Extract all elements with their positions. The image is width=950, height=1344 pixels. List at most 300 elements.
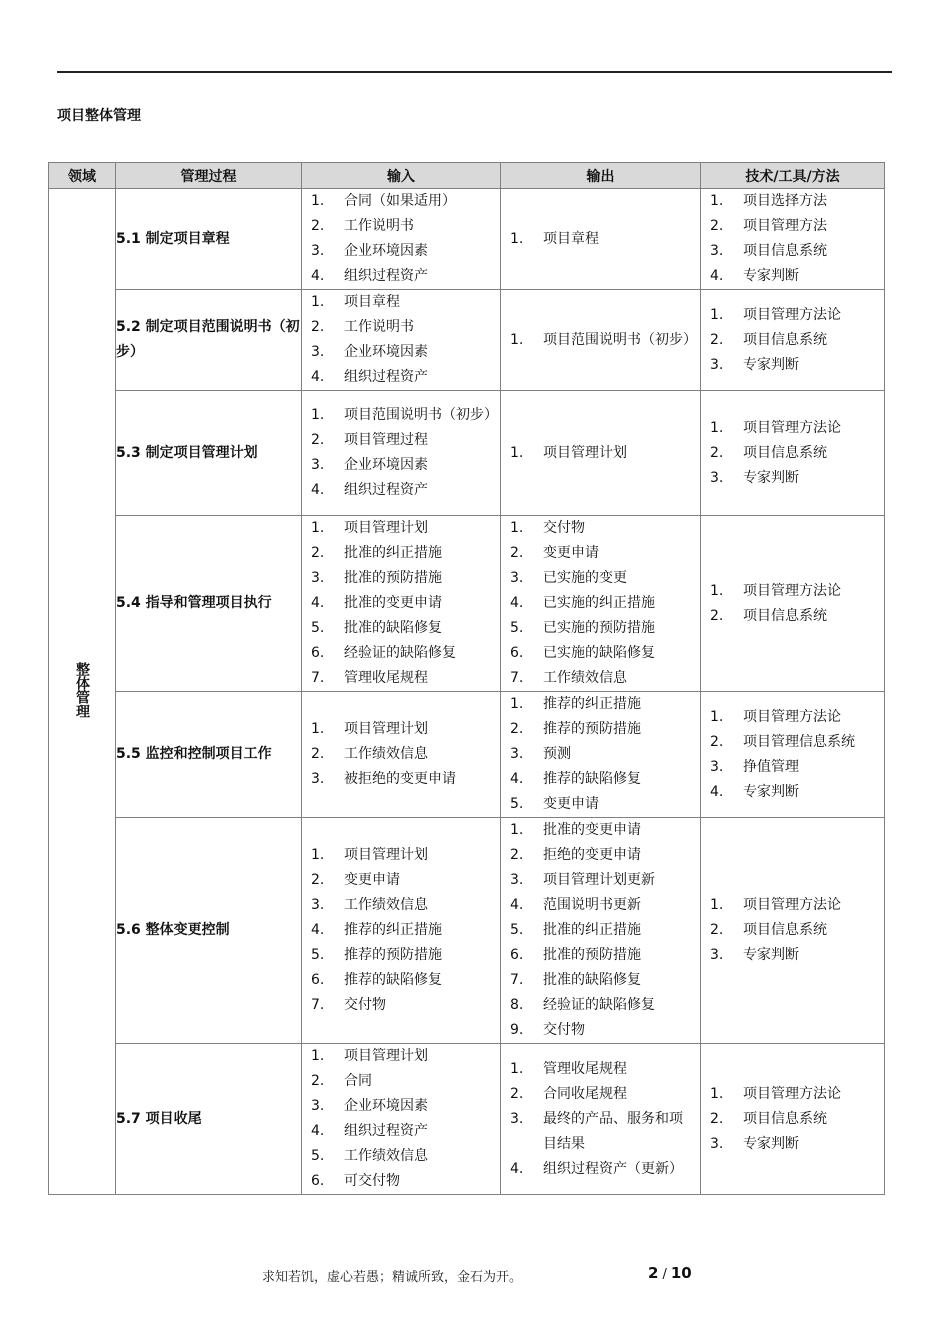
item-number: 1. (710, 193, 724, 209)
item-number: 6. (311, 972, 325, 988)
item-text: 变更申请 (543, 545, 599, 561)
table-row (49, 1044, 885, 1195)
list-item (311, 264, 494, 289)
item-text: 推荐的纠正措施 (543, 696, 641, 712)
list-item (311, 365, 494, 390)
tools-cell (701, 692, 885, 818)
item-text: 工作绩效信息 (543, 670, 627, 686)
list-item (311, 993, 494, 1018)
item-number: 4. (510, 897, 524, 913)
item-number: 1. (510, 1060, 524, 1077)
header-tools: 技术/工具/方法 (701, 163, 885, 189)
table-row (49, 290, 885, 391)
item-number: 1. (510, 822, 524, 838)
list-item (710, 416, 878, 441)
item-text: 项目范围说明书（初步） (344, 407, 498, 423)
item-number: 4. (510, 595, 524, 611)
item-text: 合同 (344, 1073, 372, 1089)
inputs-list (302, 843, 500, 1018)
list-item (510, 566, 694, 591)
list-item (311, 453, 494, 478)
item-text: 交付物 (543, 520, 585, 536)
item-text: 项目管理计划 (344, 847, 428, 863)
list-item (710, 1132, 878, 1157)
item-number: 7. (311, 997, 325, 1013)
list-item (710, 705, 878, 730)
item-text: 批准的纠正措施 (344, 545, 442, 561)
list-item (311, 893, 494, 918)
list-item (710, 918, 878, 943)
list-item (510, 666, 694, 691)
item-number: 2. (311, 545, 325, 561)
section-title: 项目整体管理 (57, 108, 141, 124)
item-number: 5. (311, 947, 325, 963)
list-item (710, 328, 878, 353)
item-text: 项目管理方法论 (743, 708, 841, 725)
list-item (710, 755, 878, 780)
item-text: 批准的预防措施 (543, 947, 641, 963)
list-item (311, 1119, 494, 1144)
list-item (710, 466, 878, 491)
domain-label: 整体管理 (74, 661, 90, 718)
list-item (710, 239, 878, 264)
list-item (710, 579, 878, 604)
item-text: 批准的纠正措施 (543, 922, 641, 938)
process-cell: 5.5 监控和控制项目工作 (116, 692, 302, 818)
list-item (510, 742, 694, 767)
item-text: 工作说明书 (344, 319, 414, 335)
item-number: 1. (710, 419, 724, 436)
item-number: 3. (510, 570, 524, 586)
item-text: 批准的变更申请 (344, 595, 442, 611)
item-text: 推荐的纠正措施 (344, 922, 442, 938)
tools-cell (701, 391, 885, 516)
item-number: 2. (710, 607, 724, 624)
item-number: 3. (710, 469, 724, 486)
item-number: 2. (510, 847, 524, 863)
item-number: 1. (510, 331, 524, 348)
tools-cell (701, 516, 885, 692)
item-number: 6. (311, 645, 325, 661)
item-text: 组织过程资产 (344, 482, 428, 498)
item-number: 5. (510, 922, 524, 938)
item-number: 5. (510, 620, 524, 636)
item-number: 4. (311, 1123, 325, 1139)
item-number: 2. (710, 1110, 724, 1127)
item-text: 变更申请 (344, 872, 400, 888)
list-item (510, 692, 694, 717)
item-number: 3. (710, 243, 724, 259)
item-number: 4. (311, 595, 325, 611)
item-number: 1. (311, 193, 325, 209)
process-cell: 5.6 整体变更控制 (116, 818, 302, 1044)
item-text: 推荐的缺陷修复 (543, 771, 641, 787)
item-number: 6. (510, 645, 524, 661)
list-item (311, 1169, 494, 1194)
item-number: 4. (710, 783, 724, 800)
outputs-list (501, 227, 700, 252)
table-row (49, 818, 885, 1044)
item-text: 预测 (543, 746, 571, 762)
item-text: 被拒绝的变更申请 (344, 771, 456, 787)
item-text: 企业环境因素 (344, 1098, 428, 1114)
item-number: 2. (311, 1073, 325, 1089)
item-number: 5. (311, 1148, 325, 1164)
item-number: 2. (311, 432, 325, 448)
list-item (710, 943, 878, 968)
process-cell: 5.1 制定项目章程 (116, 189, 302, 290)
item-text: 推荐的缺陷修复 (344, 972, 442, 988)
item-text: 已实施的预防措施 (543, 620, 655, 636)
list-item (311, 591, 494, 616)
inputs-list (302, 1044, 500, 1194)
list-item (311, 1094, 494, 1119)
item-text: 已实施的纠正措施 (543, 595, 655, 611)
item-text: 最终的产品、服务和项目结果 (543, 1110, 683, 1152)
item-text: 项目选择方法 (743, 193, 827, 209)
item-number: 2. (710, 444, 724, 461)
header-outputs: 输出 (501, 163, 701, 189)
outputs-cell (501, 1044, 701, 1195)
item-text: 项目管理计划 (344, 520, 428, 536)
item-text: 工作绩效信息 (344, 897, 428, 913)
list-item (510, 1157, 694, 1182)
item-number: 4. (311, 482, 325, 498)
item-text: 交付物 (543, 1022, 585, 1038)
inputs-cell (302, 391, 501, 516)
list-item (510, 818, 694, 843)
item-text: 范围说明书更新 (543, 897, 641, 913)
item-number: 3. (311, 570, 325, 586)
item-text: 工作绩效信息 (344, 746, 428, 762)
item-number: 1. (510, 444, 524, 461)
item-text: 专家判断 (743, 356, 799, 373)
list-item (510, 767, 694, 792)
item-text: 专家判断 (743, 1135, 799, 1152)
list-item (311, 290, 494, 315)
item-text: 项目信息系统 (743, 922, 827, 938)
item-text: 企业环境因素 (344, 243, 428, 259)
list-item (311, 968, 494, 993)
item-number: 1. (510, 520, 524, 536)
item-text: 管理收尾规程 (344, 670, 428, 686)
outputs-cell (501, 818, 701, 1044)
list-item (510, 843, 694, 868)
list-item (510, 1082, 694, 1107)
outputs-list (501, 692, 700, 817)
item-number: 3. (311, 344, 325, 360)
outputs-list (501, 441, 700, 466)
item-number: 1. (311, 1048, 325, 1064)
outputs-cell (501, 692, 701, 818)
list-item (510, 541, 694, 566)
item-text: 专家判断 (743, 268, 799, 284)
list-item (710, 214, 878, 239)
item-text: 项目信息系统 (743, 243, 827, 259)
table-row (49, 516, 885, 692)
item-text: 组织过程资产 (344, 268, 428, 284)
tools-list (701, 579, 884, 629)
item-number: 3. (311, 771, 325, 787)
item-number: 4. (311, 922, 325, 938)
item-number: 7. (510, 670, 524, 686)
table-header-row (49, 163, 885, 189)
item-number: 6. (510, 947, 524, 963)
header-inputs: 输入 (302, 163, 501, 189)
item-text: 项目管理计划 (543, 444, 627, 461)
item-text: 项目信息系统 (743, 444, 827, 461)
item-text: 项目管理方法论 (743, 582, 841, 599)
list-item (311, 315, 494, 340)
list-item (510, 616, 694, 641)
item-text: 项目信息系统 (743, 1110, 827, 1127)
item-text: 批准的预防措施 (344, 570, 442, 586)
list-item (311, 641, 494, 666)
domain-cell (49, 189, 116, 1195)
list-item (510, 968, 694, 993)
list-item (311, 666, 494, 691)
item-number: 3. (311, 243, 325, 259)
list-item (311, 918, 494, 943)
page-number (648, 1264, 692, 1282)
list-item (710, 353, 878, 378)
tools-list (701, 189, 884, 289)
list-item (311, 189, 494, 214)
list-item (510, 717, 694, 742)
header-rule (57, 71, 892, 73)
item-text: 变更申请 (543, 796, 599, 812)
item-text: 推荐的预防措施 (344, 947, 442, 963)
item-number: 4. (510, 771, 524, 787)
item-number: 8. (510, 997, 524, 1013)
outputs-cell (501, 290, 701, 391)
item-number: 2. (311, 218, 325, 234)
item-number: 1. (710, 1085, 724, 1102)
item-number: 7. (510, 972, 524, 988)
item-text: 项目管理方法论 (743, 1085, 841, 1102)
page-total: 10 (670, 1264, 692, 1282)
item-text: 项目管理信息系统 (743, 733, 855, 750)
inputs-list (302, 516, 500, 691)
list-item (510, 227, 694, 252)
list-item (510, 868, 694, 893)
list-item (710, 604, 878, 629)
item-number: 3. (311, 897, 325, 913)
list-item (710, 441, 878, 466)
item-number: 2. (710, 922, 724, 938)
tools-list (701, 705, 884, 805)
item-number: 7. (311, 670, 325, 686)
item-number: 1. (510, 230, 524, 247)
header-process: 管理过程 (116, 163, 302, 189)
outputs-list (501, 818, 700, 1043)
list-item (311, 516, 494, 541)
list-item (710, 1107, 878, 1132)
tools-cell (701, 290, 885, 391)
item-number: 1. (710, 897, 724, 913)
list-item (710, 893, 878, 918)
item-text: 已实施的缺陷修复 (543, 645, 655, 661)
list-item (710, 1082, 878, 1107)
inputs-cell (302, 189, 501, 290)
item-number: 6. (311, 1173, 325, 1189)
item-number: 1. (710, 582, 724, 599)
item-number: 5. (510, 796, 524, 812)
tools-cell (701, 1044, 885, 1195)
item-number: 3. (311, 1098, 325, 1114)
list-item (510, 1018, 694, 1043)
item-text: 企业环境因素 (344, 344, 428, 360)
item-number: 3. (710, 947, 724, 963)
list-item (311, 767, 494, 792)
table-row (49, 391, 885, 516)
list-item (311, 478, 494, 503)
item-number: 4. (311, 369, 325, 385)
item-text: 管理收尾规程 (543, 1060, 627, 1077)
item-number: 1. (710, 708, 724, 725)
item-text: 专家判断 (743, 783, 799, 800)
item-text: 项目管理方法 (743, 218, 827, 234)
list-item (311, 428, 494, 453)
item-text: 组织过程资产（更新） (543, 1160, 683, 1177)
process-cell: 5.3 制定项目管理计划 (116, 391, 302, 516)
item-text: 组织过程资产 (344, 369, 428, 385)
item-text: 经验证的缺陷修复 (344, 645, 456, 661)
item-text: 项目管理计划 (344, 721, 428, 737)
list-item (710, 303, 878, 328)
list-item (311, 340, 494, 365)
item-text: 项目管理计划更新 (543, 872, 655, 888)
tools-list (701, 893, 884, 968)
item-text: 交付物 (344, 997, 386, 1013)
outputs-list (501, 516, 700, 691)
item-number: 2. (510, 721, 524, 737)
inputs-cell (302, 516, 501, 692)
item-text: 项目章程 (344, 294, 400, 310)
item-number: 2. (710, 733, 724, 750)
item-text: 项目管理计划 (344, 1048, 428, 1064)
item-number: 1. (311, 407, 325, 423)
item-number: 2. (510, 1085, 524, 1102)
list-item (311, 868, 494, 893)
tools-list (701, 416, 884, 491)
list-item (510, 1107, 694, 1157)
table-row (49, 692, 885, 818)
item-number: 9. (510, 1022, 524, 1038)
item-text: 已实施的变更 (543, 570, 627, 586)
outputs-list (501, 1057, 700, 1182)
item-text: 专家判断 (743, 947, 799, 963)
item-number: 1. (311, 520, 325, 536)
inputs-cell (302, 818, 501, 1044)
list-item (311, 742, 494, 767)
item-number: 1. (311, 721, 325, 737)
item-number: 3. (710, 356, 724, 373)
list-item (311, 403, 498, 428)
page-current: 2 (648, 1264, 659, 1282)
outputs-cell (501, 516, 701, 692)
item-text: 组织过程资产 (344, 1123, 428, 1139)
header-domain: 领域 (49, 163, 116, 189)
list-item (510, 993, 694, 1018)
item-number: 2. (311, 746, 325, 762)
tools-list (701, 1082, 884, 1157)
item-text: 项目范围说明书（初步） (543, 331, 697, 348)
list-item (510, 918, 694, 943)
item-number: 1. (311, 847, 325, 863)
item-text: 批准的缺陷修复 (344, 620, 442, 636)
list-item (311, 566, 494, 591)
list-item (510, 1057, 694, 1082)
list-item (510, 893, 694, 918)
footer-motto: 求知若饥，虚心若愚；精诚所致，金石为开。 (262, 1270, 523, 1285)
page-separator: / (662, 1267, 667, 1282)
outputs-cell (501, 391, 701, 516)
list-item (510, 516, 694, 541)
item-text: 工作绩效信息 (344, 1148, 428, 1164)
list-item (311, 943, 494, 968)
item-text: 拒绝的变更申请 (543, 847, 641, 863)
item-text: 推荐的预防措施 (543, 721, 641, 737)
item-text: 项目信息系统 (743, 331, 827, 348)
item-number: 4. (311, 268, 325, 284)
item-number: 2. (510, 545, 524, 561)
item-text: 批准的变更申请 (543, 822, 641, 838)
item-text: 合同收尾规程 (543, 1085, 627, 1102)
item-number: 5. (311, 620, 325, 636)
inputs-list (302, 290, 500, 390)
list-item (510, 441, 694, 466)
list-item (311, 616, 494, 641)
item-number: 2. (311, 872, 325, 888)
process-cell: 5.2 制定项目范围说明书（初步） (116, 290, 302, 391)
table-body (49, 189, 885, 1195)
item-number: 1. (510, 696, 524, 712)
item-text: 可交付物 (344, 1173, 400, 1189)
list-item (311, 843, 494, 868)
item-number: 4. (710, 268, 724, 284)
item-number: 1. (710, 306, 724, 323)
item-text: 企业环境因素 (344, 457, 428, 473)
list-item (510, 328, 697, 353)
item-number: 4. (510, 1160, 524, 1177)
item-text: 合同（如果适用） (344, 193, 456, 209)
tools-cell (701, 818, 885, 1044)
item-text: 项目章程 (543, 230, 599, 247)
table-row (49, 189, 885, 290)
item-text: 工作说明书 (344, 218, 414, 234)
item-text: 项目管理方法论 (743, 419, 841, 436)
list-item (510, 943, 694, 968)
inputs-cell (302, 290, 501, 391)
list-item (311, 541, 494, 566)
item-number: 2. (311, 319, 325, 335)
inputs-list (302, 403, 500, 503)
list-item (311, 239, 494, 264)
item-number: 3. (311, 457, 325, 473)
list-item (311, 1069, 494, 1094)
list-item (311, 1144, 494, 1169)
item-text: 专家判断 (743, 469, 799, 486)
list-item (311, 717, 494, 742)
inputs-list (302, 189, 500, 289)
item-number: 3. (710, 758, 724, 775)
list-item (510, 591, 694, 616)
inputs-list (302, 717, 500, 792)
item-text: 挣值管理 (743, 758, 799, 775)
tools-list (701, 303, 884, 378)
list-item (710, 780, 878, 805)
